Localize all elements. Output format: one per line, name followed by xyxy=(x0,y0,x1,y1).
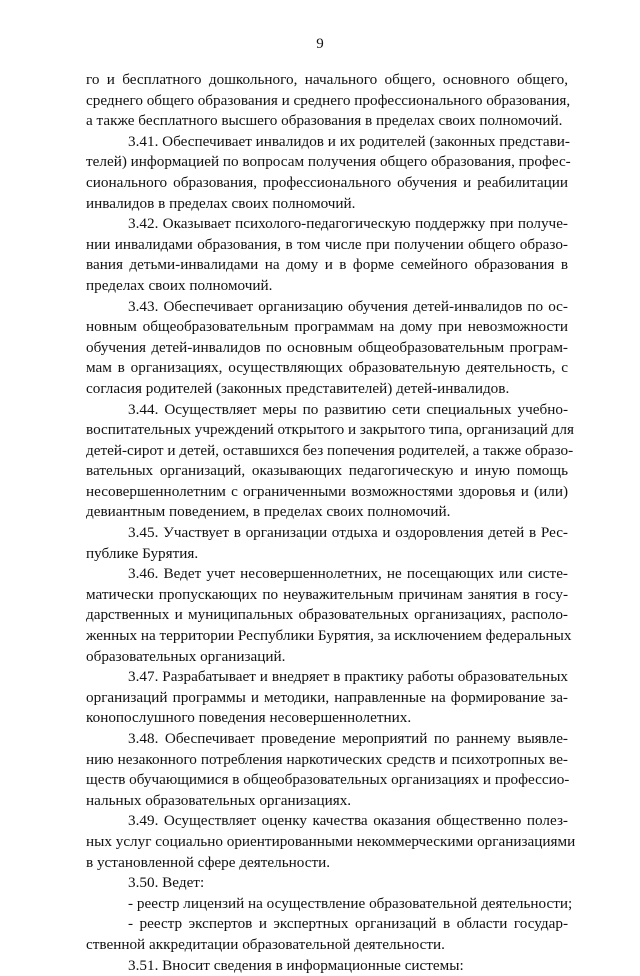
text-line: сионального образования, профессионального обучения и реабилитации xyxy=(86,173,568,191)
text-line: организаций программы и методики, направленные на формирование за- xyxy=(86,688,568,706)
text-line: ществ обучающимися в общеобразовательных организациях и профессио- xyxy=(86,771,570,789)
text-line: 3.43. Обеспечивает организацию обучения детей-инвалидов по ос- xyxy=(128,297,568,315)
text-line: нию незаконного потребления наркотических средств и психотропных ве- xyxy=(86,750,568,768)
text-line: 3.41. Обеспечивает инвалидов и их родителей (законных представи- xyxy=(128,132,570,150)
text-line: несовершеннолетним с ограниченными возможностями здоровья и (или) xyxy=(86,482,568,500)
text-line: 3.46. Ведет учет несовершеннолетних, не посещающих или систе- xyxy=(128,565,568,583)
text-line: согласия родителей (законных представителей) детей-инвалидов. xyxy=(86,379,510,397)
text-line: а также бесплатного высшего образования в пределах своих полномочий. xyxy=(86,112,563,130)
text-line: телей) информацией по вопросам получения общего образования, профес- xyxy=(86,153,571,171)
text-line: детей-сирот и детей, оставшихся без попечения родителей, а также образо- xyxy=(86,441,574,459)
text-line: дарственных и муниципальных образовательных организациях, располо- xyxy=(86,606,568,624)
text-line: 3.48. Обеспечивает проведение мероприятий по раннему выявле- xyxy=(128,730,568,747)
text-line: воспитательных учреждений открытого и закрытого типа, организаций для xyxy=(86,421,574,439)
text-line: обучения детей-инвалидов по основным общеобразовательным програм- xyxy=(86,338,568,356)
text-line: пределах своих полномочий. xyxy=(86,276,273,294)
text-line: 3.45. Участвует в организации отдыха и оздоровления детей в Рес- xyxy=(128,524,568,542)
text-line: инвалидов в пределах своих полномочий. xyxy=(86,194,356,212)
text-line: 3.50. Ведет: xyxy=(128,874,205,892)
text-line: вания детьми-инвалидами на дому и в форме семейного образования в xyxy=(86,256,568,274)
text-line: го и бесплатного дошкольного, начального общего, основного общего, xyxy=(86,71,568,88)
text-line: нии инвалидами образования, в том числе при получении общего образо- xyxy=(86,235,568,253)
text-line: 3.47. Разрабатывает и внедряет в практику работы образовательных xyxy=(128,668,568,686)
document-body xyxy=(86,70,576,976)
text-line: новным общеобразовательным программам на дому при невозможности xyxy=(86,318,568,336)
text-line: 3.44. Осуществляет меры по развитию сети специальных учебно- xyxy=(128,400,568,418)
text-line: среднего общего образования и среднего профессионального образования, xyxy=(86,91,571,109)
text-line: конопослушного поведения несовершеннолетних. xyxy=(86,709,412,727)
text-line: 3.49. Осуществляет оценку качества оказания общественно полез- xyxy=(128,812,568,830)
page-number: 9 xyxy=(316,36,324,52)
text-line: 3.51. Вносит сведения в информационные системы: xyxy=(128,956,464,974)
text-line: вательных организаций, оказывающих педагогическую и иную помощь xyxy=(86,462,568,480)
text-line: - реестр экспертов и экспертных организаций в области государ- xyxy=(128,915,568,933)
text-line: в установленной сфере деятельности. xyxy=(86,853,331,871)
text-line: 3.42. Оказывает психолого-педагогическую поддержку при получе- xyxy=(128,215,568,233)
text-line: матически пропускающих по неуважительным причинам занятия в госу- xyxy=(86,585,568,603)
text-line: девиантным поведением, в пределах своих полномочий. xyxy=(86,503,451,521)
text-line: нальных образовательных организациях. xyxy=(86,791,352,809)
text-line: ных услуг социально ориентированными некоммерческими организациями xyxy=(86,832,576,850)
text-line: - реестр лицензий на осуществление образовательной деятельности; xyxy=(128,894,573,912)
text-line: ственной аккредитации образовательной деятельности. xyxy=(86,935,445,953)
text-line: публике Бурятия. xyxy=(86,544,199,562)
text-line: мам в организациях, осуществляющих образовательную деятельность, с xyxy=(86,359,568,377)
text-line: женных на территории Республики Бурятия, за исключением федеральных xyxy=(86,627,572,645)
text-line: образовательных организаций. xyxy=(86,647,286,665)
